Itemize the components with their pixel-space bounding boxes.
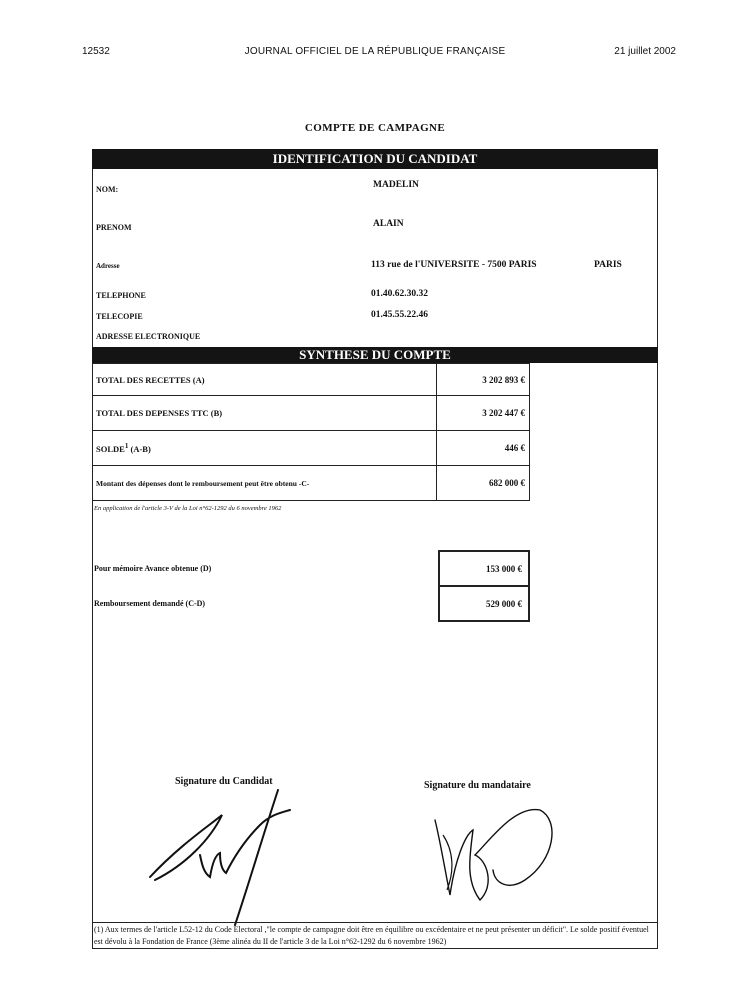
email-label: ADRESSE ELECTRONIQUE [96, 332, 201, 341]
telecopie-value: 01.45.55.22.46 [371, 310, 428, 320]
depenses-label: TOTAL DES DEPENSES TTC (B) [93, 396, 437, 431]
footnote: (1) Aux termes de l'article L52-12 du Code Electoral ,"le compte de campagne doit être en équilibre ou excédentaire et ne peut présenter un déficit". Le solde positif éventuel est dévolu à la Fondation de France (3ème alinéa du II de l'article 3 de la Loi n°62-1292 du 6 novembre 1962) [92, 922, 658, 949]
solde-footnote-mark: 1 [124, 442, 129, 451]
adresse-label: Adresse [96, 262, 120, 270]
remboursable-label: Montant des dépenses dont le remboursement peut être obtenu -C- [93, 466, 437, 501]
table-row [93, 466, 530, 501]
table-row [93, 431, 530, 466]
remboursable-value: 682 000 € [437, 466, 530, 501]
remboursement-label: Remboursement demandé (C-D) [94, 599, 206, 608]
solde-value: 446 € [437, 431, 530, 466]
journal-title: JOURNAL OFFICIEL DE LA RÉPUBLIQUE FRANÇAISE [244, 46, 506, 57]
telephone-value: 01.40.62.30.32 [371, 289, 428, 299]
recettes-label: TOTAL DES RECETTES (A) [93, 364, 437, 396]
synthese-table [92, 363, 530, 501]
publication-date: 21 juillet 2002 [614, 46, 676, 57]
telecopie-label: TELECOPIE [96, 312, 143, 321]
depenses-value: 3 202 447 € [437, 396, 530, 431]
solde-label-main: SOLDE [96, 443, 125, 454]
avance-label: Pour mémoire Avance obtenue (D) [94, 564, 212, 573]
signature-mandataire-label: Signature du mandataire [424, 780, 531, 791]
remboursement-value: 529 000 € [438, 586, 530, 622]
recettes-value: 3 202 893 € [437, 364, 530, 396]
ville-value: PARIS [594, 260, 622, 270]
solde-cell [93, 431, 437, 466]
law-note: En application de l'article 3-V de la Loi n°62-1292 du 6 novembre 1962 [94, 505, 282, 512]
page-number: 12532 [82, 46, 110, 57]
table-row [93, 364, 530, 396]
mandataire-signature-image [425, 800, 565, 910]
prenom-value: ALAIN [373, 219, 404, 229]
adresse-value: 113 rue de l'UNIVERSITE - 7500 PARIS [371, 260, 537, 270]
nom-label: NOM: [96, 185, 119, 194]
avance-value: 153 000 € [438, 550, 530, 586]
candidate-signature-image [140, 785, 310, 935]
document-title: COMPTE DE CAMPAGNE [304, 122, 446, 134]
nom-value: MADELIN [373, 180, 419, 190]
table-row [93, 396, 530, 431]
synthese-heading: SYNTHESE DU COMPTE [92, 347, 658, 363]
solde-label-formula: (A-B) [128, 443, 151, 454]
identification-heading: IDENTIFICATION DU CANDIDAT [92, 149, 658, 169]
telephone-label: TELEPHONE [96, 291, 146, 300]
prenom-label: PRENOM [96, 223, 132, 232]
signature-candidat-label: Signature du Candidat [175, 776, 273, 787]
